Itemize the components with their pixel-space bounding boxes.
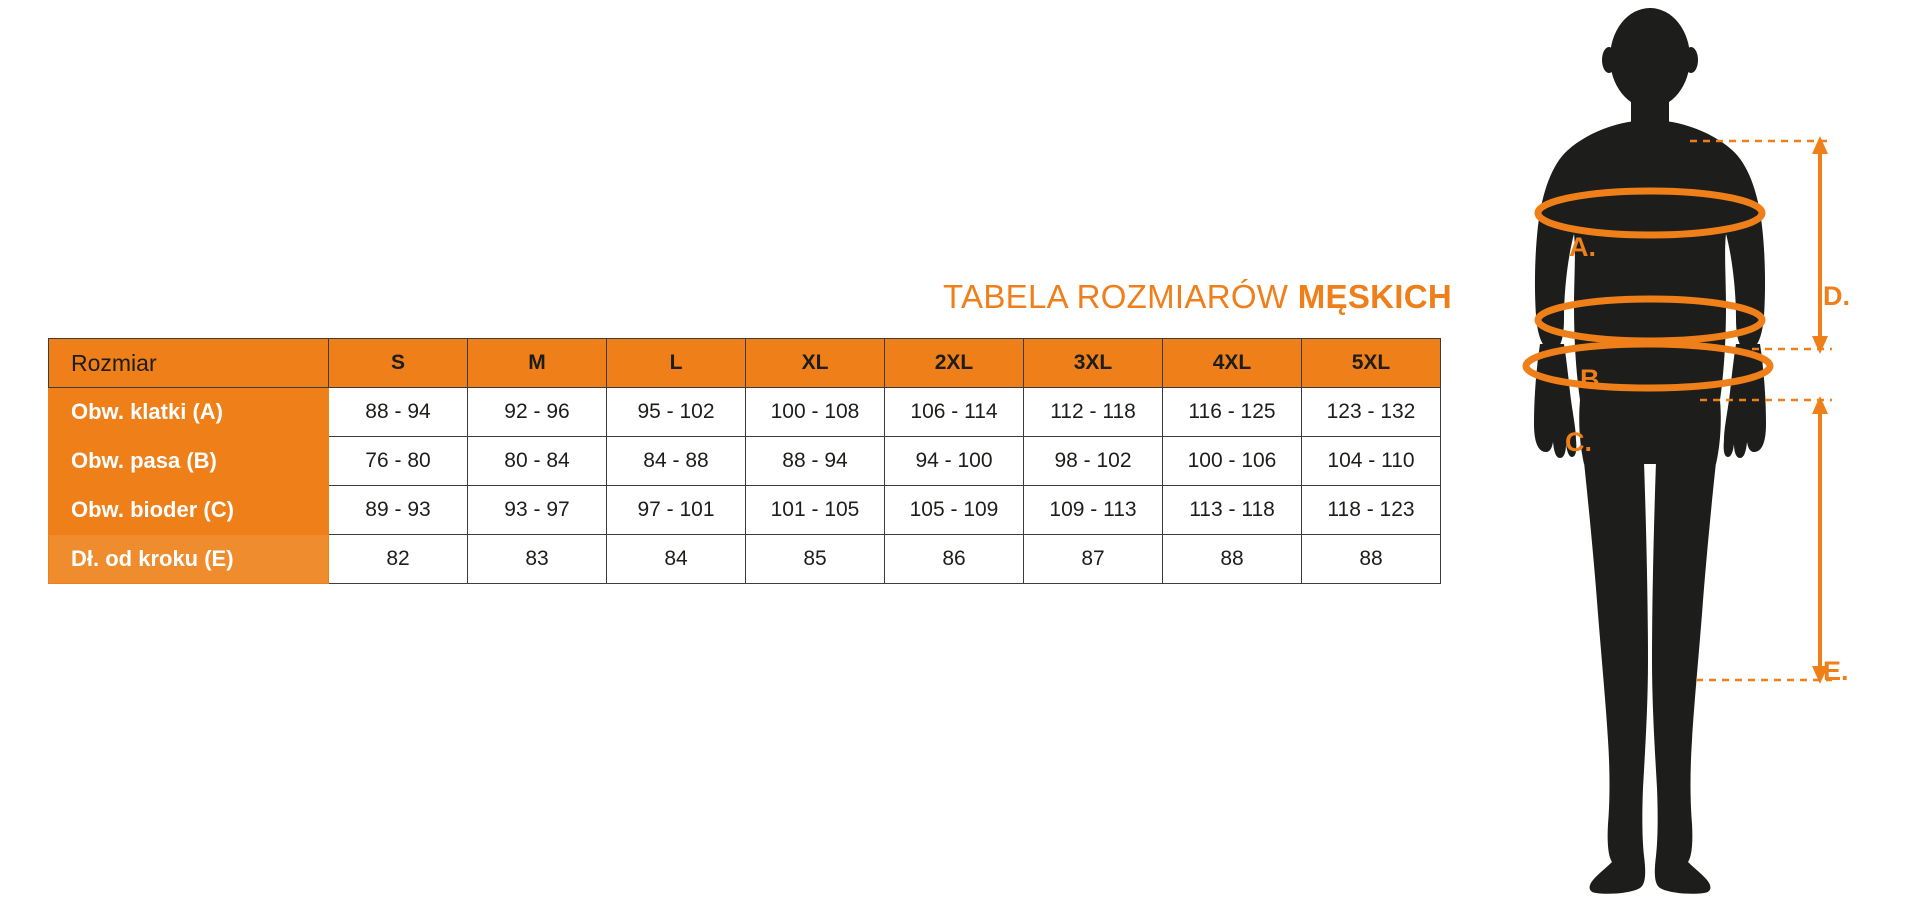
header-cell-size-2: L bbox=[607, 339, 746, 388]
cell-waist-0: 76 - 80 bbox=[329, 437, 468, 486]
label-a: A. bbox=[1569, 232, 1596, 262]
cell-waist-7: 104 - 110 bbox=[1302, 437, 1441, 486]
table-header-row bbox=[49, 339, 1441, 388]
dimension-arrow-d bbox=[1812, 136, 1828, 354]
header-cell-size-0: S bbox=[329, 339, 468, 388]
cell-inseam-3: 85 bbox=[746, 535, 885, 584]
cell-hips-3: 101 - 105 bbox=[746, 486, 885, 535]
row-label-chest: Obw. klatki (A) bbox=[49, 388, 329, 437]
header-cell-size-7: 5XL bbox=[1302, 339, 1441, 388]
cell-inseam-7: 88 bbox=[1302, 535, 1441, 584]
row-label-inseam: Dł. od kroku (E) bbox=[49, 535, 329, 584]
cell-waist-6: 100 - 106 bbox=[1163, 437, 1302, 486]
table-row bbox=[49, 486, 1441, 535]
cell-chest-4: 106 - 114 bbox=[885, 388, 1024, 437]
cell-chest-5: 112 - 118 bbox=[1024, 388, 1163, 437]
dimension-arrow-e bbox=[1812, 396, 1828, 684]
cell-waist-4: 94 - 100 bbox=[885, 437, 1024, 486]
cell-waist-1: 80 - 84 bbox=[468, 437, 607, 486]
cell-hips-1: 93 - 97 bbox=[468, 486, 607, 535]
cell-chest-3: 100 - 108 bbox=[746, 388, 885, 437]
page-title bbox=[0, 278, 1452, 316]
cell-hips-6: 113 - 118 bbox=[1163, 486, 1302, 535]
size-table-wrapper bbox=[48, 338, 1441, 584]
header-cell-size-4: 2XL bbox=[885, 339, 1024, 388]
header-cell-size-1: M bbox=[468, 339, 607, 388]
label-c: C. bbox=[1565, 427, 1592, 457]
cell-inseam-4: 86 bbox=[885, 535, 1024, 584]
cell-inseam-6: 88 bbox=[1163, 535, 1302, 584]
cell-inseam-0: 82 bbox=[329, 535, 468, 584]
cell-chest-7: 123 - 132 bbox=[1302, 388, 1441, 437]
header-cell-size-6: 4XL bbox=[1163, 339, 1302, 388]
cell-hips-5: 109 - 113 bbox=[1024, 486, 1163, 535]
label-e: E. bbox=[1823, 656, 1849, 686]
cell-waist-2: 84 - 88 bbox=[607, 437, 746, 486]
label-b: B. bbox=[1580, 364, 1607, 394]
table-row bbox=[49, 388, 1441, 437]
table-row bbox=[49, 437, 1441, 486]
cell-chest-2: 95 - 102 bbox=[607, 388, 746, 437]
size-table-head bbox=[49, 339, 1441, 388]
cell-hips-0: 89 - 93 bbox=[329, 486, 468, 535]
silhouette-svg bbox=[1480, 0, 1919, 922]
header-cell-rozmiar: Rozmiar bbox=[49, 339, 329, 388]
page-title-normal: TABELA ROZMIARÓW bbox=[943, 278, 1298, 315]
size-table-body bbox=[49, 388, 1441, 584]
row-label-waist: Obw. pasa (B) bbox=[49, 437, 329, 486]
cell-inseam-2: 84 bbox=[607, 535, 746, 584]
page-title-bold: MĘSKICH bbox=[1297, 278, 1452, 315]
header-cell-size-5: 3XL bbox=[1024, 339, 1163, 388]
label-d: D. bbox=[1823, 281, 1850, 311]
cell-hips-4: 105 - 109 bbox=[885, 486, 1024, 535]
size-table bbox=[48, 338, 1441, 584]
cell-chest-6: 116 - 125 bbox=[1163, 388, 1302, 437]
table-row bbox=[49, 535, 1441, 584]
header-cell-size-3: XL bbox=[746, 339, 885, 388]
cell-waist-5: 98 - 102 bbox=[1024, 437, 1163, 486]
cell-chest-0: 88 - 94 bbox=[329, 388, 468, 437]
row-label-hips: Obw. bioder (C) bbox=[49, 486, 329, 535]
cell-hips-7: 118 - 123 bbox=[1302, 486, 1441, 535]
body-measurement-diagram bbox=[1480, 0, 1919, 922]
cell-chest-1: 92 - 96 bbox=[468, 388, 607, 437]
cell-inseam-5: 87 bbox=[1024, 535, 1163, 584]
cell-waist-3: 88 - 94 bbox=[746, 437, 885, 486]
cell-inseam-1: 83 bbox=[468, 535, 607, 584]
cell-hips-2: 97 - 101 bbox=[607, 486, 746, 535]
